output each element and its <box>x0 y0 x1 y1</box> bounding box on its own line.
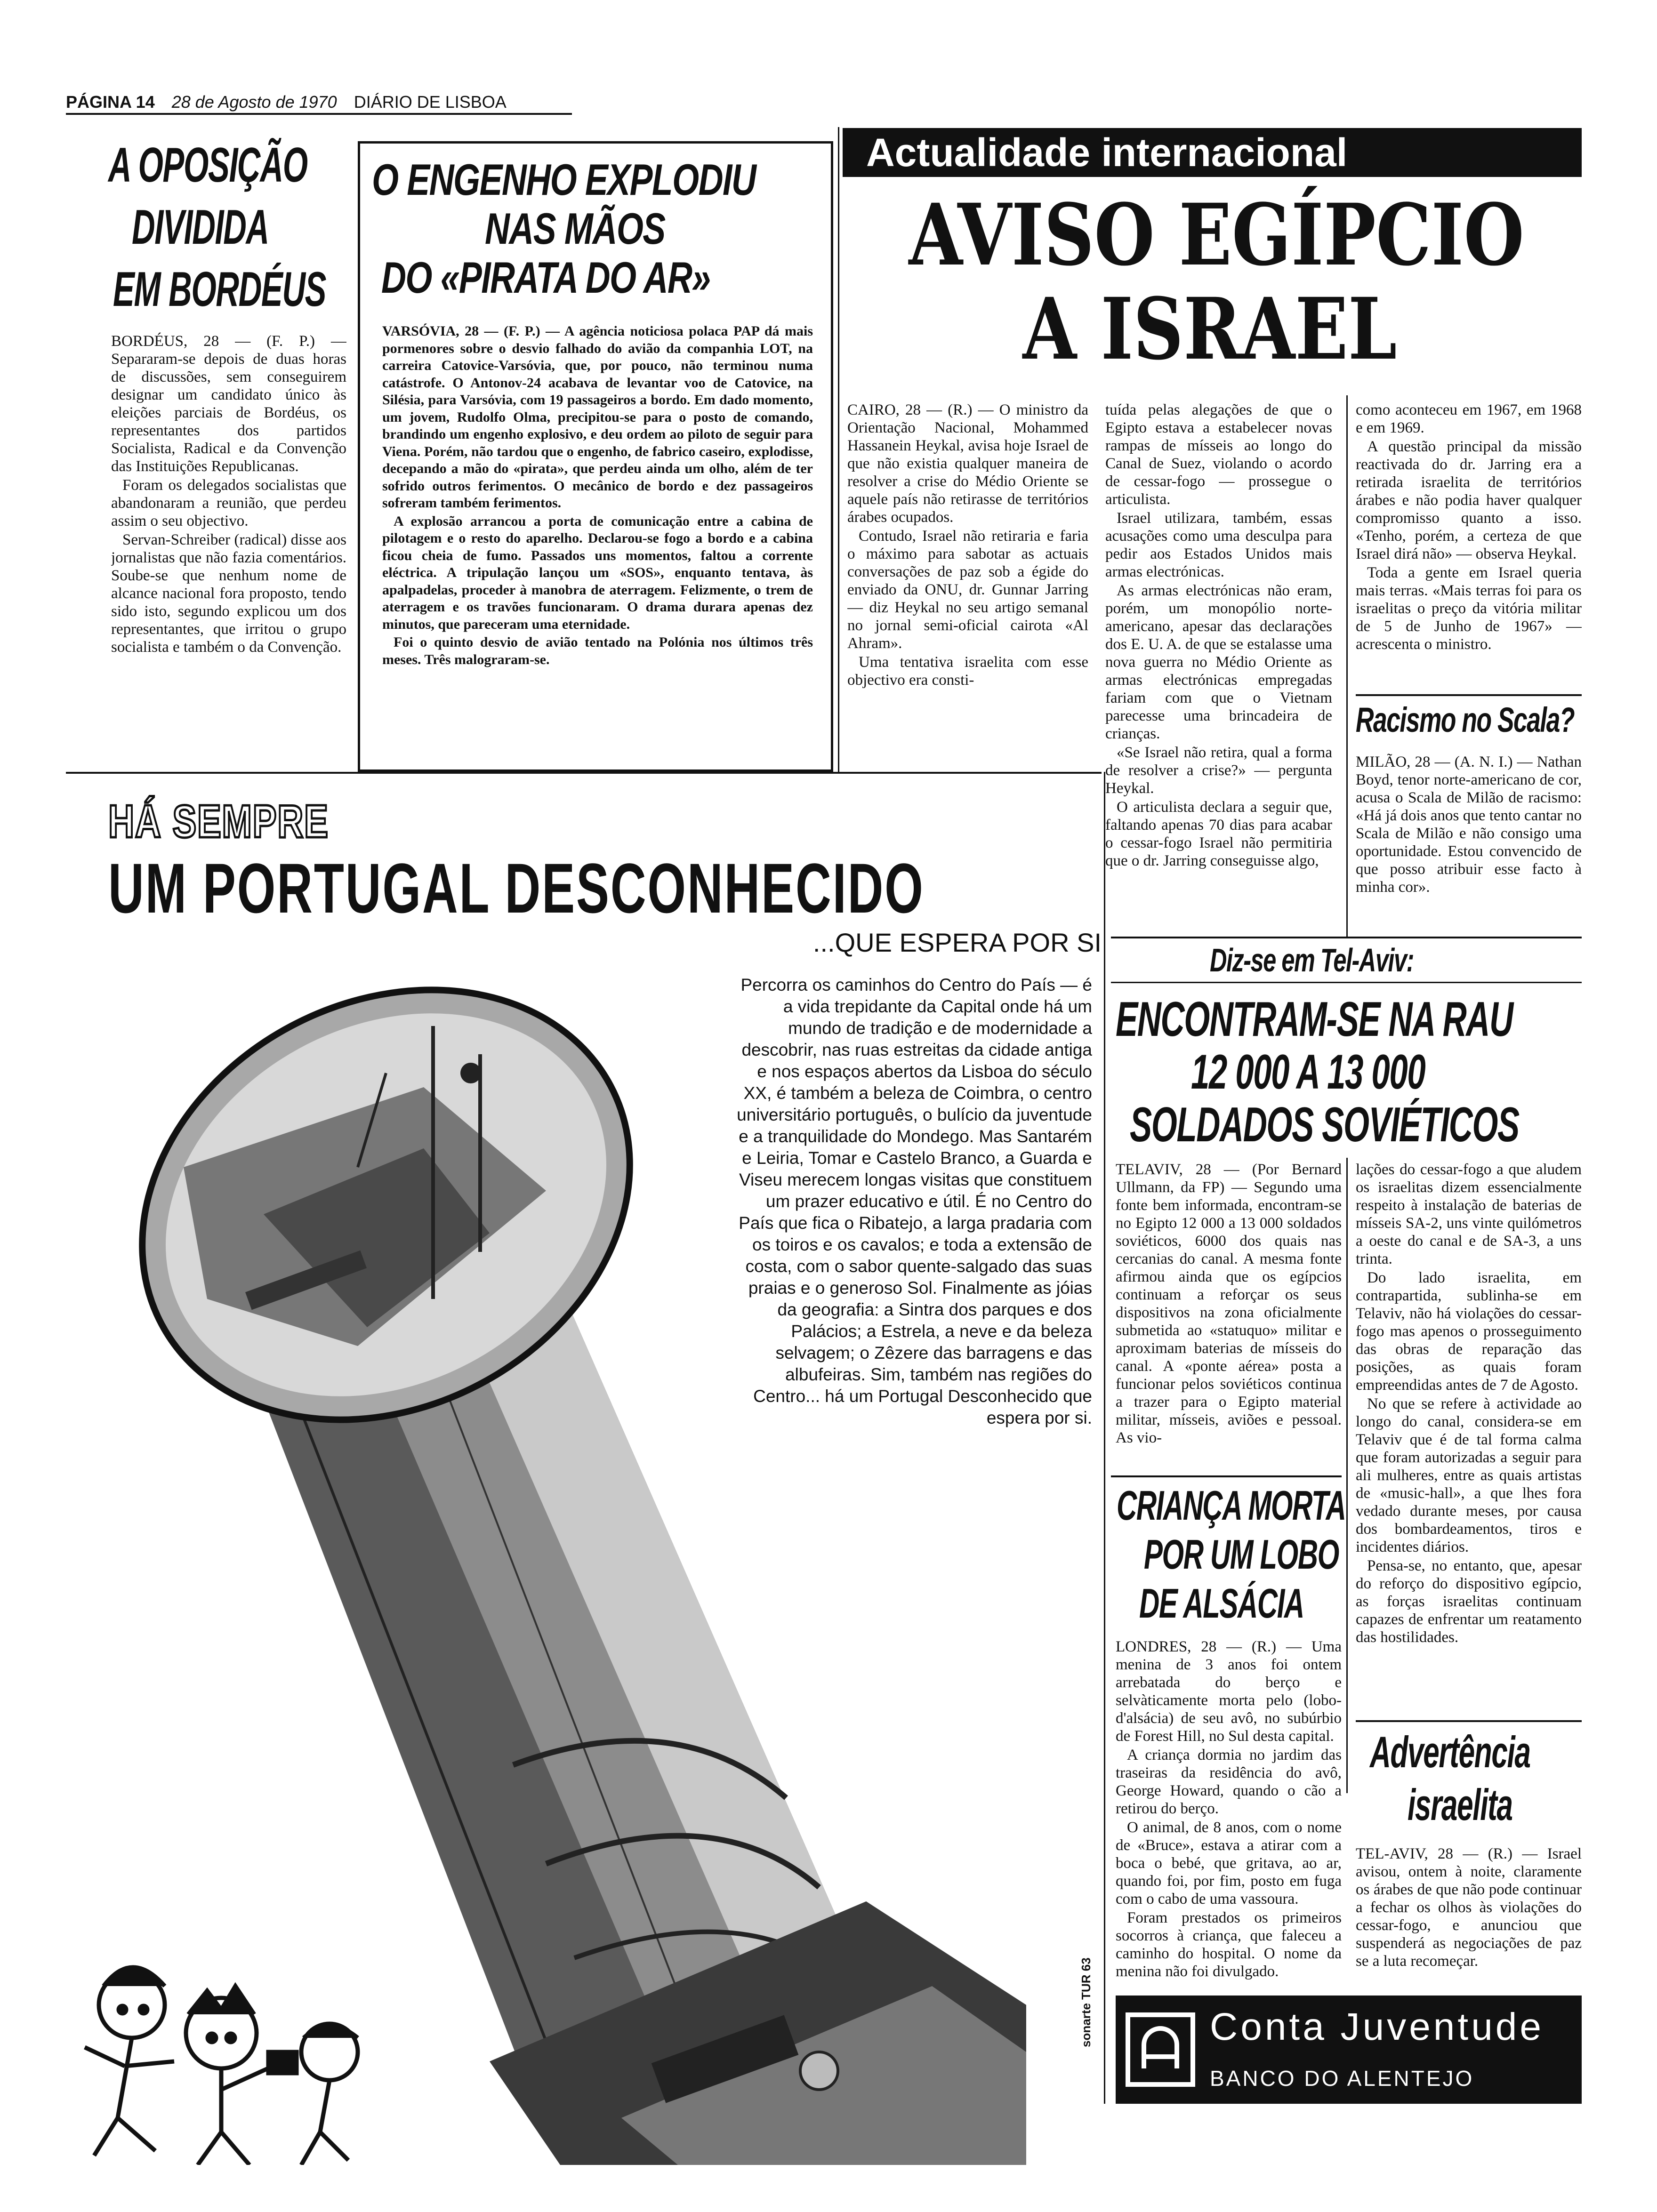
aviso-paragraph: Toda a gente em Israel queria mais terras. «Mais terras foi para os israelitas o preço da vitória militar de 5 de Junho de 1967» — acrescenta o ministro. <box>1356 564 1582 653</box>
section-rule <box>1356 694 1582 696</box>
advertencia-title-line: israelita <box>1408 1780 1512 1829</box>
aviso-paragraph: «Se Israel não retira, qual a forma de resolver a crise?» — pergunta Heykal. <box>1105 744 1332 797</box>
aviso-paragraph: Uma tentativa israelita com esse objectivo era consti- <box>847 654 1088 689</box>
ad-subtitle: ...QUE ESPERA POR SI <box>812 928 1102 957</box>
crianca-title-line: POR UM LOBO <box>1144 1531 1339 1578</box>
aviso-col2 <box>1105 401 1332 914</box>
telaviv-title-line: 12 000 A 13 000 <box>1191 1045 1425 1099</box>
crianca-title <box>1111 1482 1346 1638</box>
oposicao-body <box>111 332 346 756</box>
engenho-title-line: NAS MÃOS <box>485 204 665 253</box>
page-date: 28 de Agosto de 1970 <box>171 92 337 112</box>
bank-ad-title: Conta Juventude <box>1210 2005 1544 2048</box>
bank-ad <box>1116 1996 1582 2104</box>
telescope-illustration <box>66 970 1069 2165</box>
section-rule <box>1111 982 1582 983</box>
advertencia-title <box>1356 1727 1582 1835</box>
advertencia-title-line: Advertência <box>1370 1727 1530 1777</box>
section-rule <box>66 772 1102 774</box>
ad-title-line2-text: UM PORTUGAL DESCONHECIDO <box>108 853 925 923</box>
engenho-body <box>382 323 813 765</box>
telaviv-paragraph: lações do cessar-fogo a que aludem os israelitas dizem essencialmente respeito à instalação de baterias de mísseis SA-2, uns vinte quilómetros a oeste do canal e de SA-3, a uns trinta. <box>1356 1161 1582 1267</box>
telaviv-kicker <box>1111 941 1582 979</box>
aviso-paragraph: O articulista declara a seguir que, faltando apenas 70 dias para acabar o cessar-fogo Israel não permitiria que o dr. Jarring conseguisse algo, <box>1105 799 1332 869</box>
racismo-paragraph: MILÃO, 28 — (A. N. I.) — Nathan Boyd, tenor norte-americano de cor, acusa o Scala de Milão de racismo: «Há já dois anos que tento cantar no Scala de Milão e não consigo uma oportunidade. Estou convencido de que posso atribuir esse facto à minha cor». <box>1356 753 1582 896</box>
racismo-title <box>1356 701 1582 739</box>
ad-title-line1 <box>108 795 485 847</box>
column-rule <box>1104 772 1105 2104</box>
page-number: PÁGINA 14 <box>66 92 155 112</box>
engenho-title-line: O ENGENHO EXPLODIU <box>372 155 756 204</box>
aviso-paragraph: As armas electrónicas não eram, porém, um monopólio norte-americano, apesar das declarações dos E. U. A. de que se estalasse uma nova guerra no Médio Oriente as armas electrónicas empregadas fariam com que o Vietnam parecesse uma brincadeira de crianças. <box>1105 582 1332 742</box>
oposicao-title <box>66 136 348 325</box>
aviso-col1 <box>847 401 1088 763</box>
aviso-paragraph: Contudo, Israel não retiraria e faria o máximo para sabotar as actuais conversações de paz sob a égide do enviado da ONU, dr. Gunnar Jarring — diz Heykal no seu artigo semanal no jornal semi-oficial cairota «Al Ahram». <box>847 528 1088 652</box>
crianca-paragraph: A criança dormia no jardim das traseiras da residência do avô, George Howard, quando o cão a retirou do berço. <box>1116 1747 1342 1817</box>
racismo-body <box>1356 753 1582 932</box>
telaviv-paragraph: Do lado israelita, em contrapartida, sublinha-se em Telaviv, não há violações do cessar-fogo mas apenos o prosseguimento das obras de reparação das posições, as quais foram empreendidas antes de 7 de Agosto. <box>1356 1269 1582 1394</box>
engenho-paragraph: VARSÓVIA, 28 — (F. P.) — A agência noticiosa polaca PAP dá mais pormenores sobre o desvio falhado do avião da companhia LOT, na carreira Catovice-Varsóvia, que, por pouco, não terminou numa catástrofe. O Antonov-24 acabava de levantar voo de Catovice, na Silésia, para Varsóvia, com 19 passageiros a bordo. Em dado momento, um jovem, Rudolfo Olma, precipitou-se para o posto de comando, brandindo um engenho explosivo, e deu ordem ao piloto de seguir para Viena. Porém, não tardou que o engenho, de fabrico caseiro, explodisse, decepando a mão do «pirata», que perdeu ainda um olho, além de ter sofrido outros ferimentos. O mecânico de bordo e dez passageiros sofreram também ferimentos. <box>382 323 813 511</box>
engenho-title-line: DO «PIRATA DO AR» <box>381 253 710 302</box>
engenho-title <box>372 155 819 306</box>
crianca-paragraph: Foram prestados os primeiros socorros à criança, que faleceu a caminho do hospital. O nome da menina não foi divulgado. <box>1116 1909 1342 1980</box>
ad-title-line2-box <box>108 853 1087 923</box>
aviso-title <box>843 185 1577 386</box>
telaviv-title <box>1111 993 1582 1153</box>
ad-credit-text: sonarte TUR 63 <box>1079 1957 1093 2047</box>
column-rule <box>838 127 839 772</box>
aviso-paragraph: Israel utilizara, também, essas acusações como uma desculpa para pedir aos Estados Unidos mais armas electrónicas. <box>1105 510 1332 580</box>
oposicao-title-line: A OPOSIÇÃO <box>108 138 307 192</box>
section-banner-title: Actualidade internacional <box>866 130 1348 175</box>
crianca-title-line: DE ALSÁCIA <box>1139 1580 1304 1627</box>
bank-ad-bank-name: BANCO DO ALENTEJO <box>1210 2066 1474 2091</box>
aviso-paragraph: como aconteceu em 1967, em 1968 e em 1969. <box>1356 401 1582 436</box>
oposicao-paragraph: Servan-Schreiber (radical) disse aos jornalistas que não fazia comentários. Soube-se que nenhum nome de alcance nacional fora proposto, tendo sido isto, segundo explicou um dos representantes, que irritou o grupo socialista e também o da Convenção. <box>111 531 346 656</box>
ad-body-text: Percorra os caminhos do Centro do País — é a vida trepidante da Capital onde há um mundo de tradição e de modernidade a descobrir, nas ruas estreitas da cidade antiga e nos espaços abertos da Lisboa do século XX, é também a beleza de Coimbra, o centro universitário português, o bulício da juventude e a tranquilidade do Mondego. Mas Santarém e Leiria, Tomar e Castelo Branco, a Guarda e Viseu merecem longas visitas que constituem um prazer educativo e útil. É no Centro do País que fica o Ribatejo, a larga pradaria com os toiros e os cavalos; e toda a extensão de costa, com o sabor quente-salgado das suas praias e o generoso Sol. Finalmente as jóias da geografia: a Sintra dos parques e dos Palácios; a Estrela, a neve e da beleza selvagem; o Zêzere das barragens e das albufeiras. Sim, também nas regiões do Centro... há um Portugal Desconhecido que espera por si. <box>737 975 1092 1427</box>
oposicao-paragraph: BORDÉUS, 28 — (F. P.) — Separaram-se depois de duas horas de discussões, sem conseguirem designar um candidato único às eleições parciais de Bordéus, os representantes dos partidos Socialista, Radical e da Convenção das Instituições Republicanas. <box>111 333 346 475</box>
crianca-title-line: CRIANÇA MORTA <box>1117 1482 1346 1529</box>
aviso-col3 <box>1356 401 1582 688</box>
engenho-paragraph: A explosão arrancou a porta de comunicação entre a cabina de pilotagem e o resto do aparelho. Declarou-se fogo a bordo e a cabina ficou cheia de fumo. Passados uns momentos, faltou a corrente eléctrica. A tripulação lançou um «SOS», enquanto tentava, às apalpadelas, proceder à manobra de aterragem. Felizmente, o trem de aterragem e os travões funcionaram. O drama durara apenas dez minutos, que pareceram uma eternidade. <box>382 513 813 632</box>
telaviv-kicker-text: Diz-se em Tel-Aviv: <box>1210 942 1414 978</box>
oposicao-paragraph: Foram os delegados socialistas que abandonaram a reunião, que perdeu assim o seu objectivo. <box>111 477 346 529</box>
aviso-paragraph: tuída pelas alegações de que o Egipto estava a estabelecer novas rampas de mísseis ao longo do Canal de Suez, violando o acordo de cessar-fogo — prossegue o articulista. <box>1105 401 1332 508</box>
ad-title-line1-text: HÁ SEMPRE <box>108 795 329 847</box>
telaviv-col1 <box>1116 1161 1342 1467</box>
newspaper-name: DIÁRIO DE LISBOA <box>354 92 507 112</box>
engenho-paragraph: Foi o quinto desvio de avião tentado na Polónia nos últimos três meses. Três malograram-se. <box>382 634 813 667</box>
bank-logo-icon <box>1125 2012 1196 2087</box>
ad-credit <box>1076 1920 1098 2052</box>
header-rule <box>66 113 572 115</box>
column-rule <box>1346 395 1348 937</box>
oposicao-title-line: EM BORDÉUS <box>113 262 326 317</box>
racismo-title-text: Racismo no Scala? <box>1356 700 1575 739</box>
crianca-paragraph: O animal, de 8 anos, com o nome de «Bruce», estava a atirar com a boca o bebé, que gritava, ao ar, quando foi, por fim, posto em fuga com o cabo de uma vassoura. <box>1116 1819 1342 1907</box>
telaviv-paragraph: TELAVIV, 28 — (Por Bernard Ullmann, da FP) — Segundo uma fonte bem informada, encontram-se no Egipto 12 000 a 13 000 soldados soviéticos, 6000 dos quais nas cercanias do canal. A mesma fonte afirmou ainda que os egípcios continuam a reforçar os seus dispositivos na zona oficialmente submetida ao «statuquo» militar e aproximam baterias de mísseis do canal. A «ponte aérea» posta a funcionar pelos soviéticos continua a trazer para o Egipto material militar, mísseis, aviões e pessoal. As vio- <box>1116 1161 1342 1446</box>
advertencia-paragraph: TEL-AVIV, 28 — (R.) — Israel avisou, ontem à noite, claramente os árabes de que não pode continuar a fechar os olhos às violações do cessar-fogo, e anunciou que suspenderá as negociações de paz se a luta recomeçar. <box>1356 1845 1582 1970</box>
telaviv-title-line: SOLDADOS SOVIÉTICOS <box>1130 1098 1519 1152</box>
cartoon-characters <box>85 1967 358 2165</box>
page-header <box>66 92 537 114</box>
aviso-paragraph: A questão principal da missão reactivada do dr. Jarring era a retirada israelita de territórios árabes e não podia haver qualquer compromisso quanto a isso. «Tenho, porém, a certeza de que Israel dirá não» — observa Heykal. <box>1356 438 1582 562</box>
telaviv-paragraph: No que se refere à actividade ao longo do canal, considera-se em Telaviv que é de tal forma calma que foram autorizadas a seguir para ali mulheres, entre as quais artistas de «music-hall», a que lhes fora vedado durante meses, por causa dos bombardeamentos, tiros e incidentes diários. <box>1356 1395 1582 1555</box>
section-rule <box>1111 937 1582 938</box>
section-rule <box>1111 1475 1342 1477</box>
aviso-paragraph: CAIRO, 28 — (R.) — O ministro da Orientação Nacional, Mohammed Hassanein Heykal, avisa hoje Israel de que não existia qualquer maneira de resolver a crise do Médio Oriente se aquele país não retirasse de territórios árabes ocupados. <box>847 401 1088 526</box>
telaviv-paragraph: Pensa-se, no entanto, que, apesar do reforço do dispositivo egípcio, as forças israelitas continuam capazes de enfrentar um reatamento das hostilidades. <box>1356 1557 1582 1646</box>
column-rule <box>1346 1158 1348 1793</box>
section-rule <box>1356 1720 1582 1722</box>
aviso-title-line: AVISO EGÍPCIO <box>909 185 1524 285</box>
crianca-paragraph: LONDRES, 28 — (R.) — Uma menina de 3 anos foi ontem arrebatada do berço e selvàticamente morta pelo (lobo-d'alsácia) de seu avô, no subúrbio de Forest Hill, no Sul desta capital. <box>1116 1638 1342 1745</box>
oposicao-title-line: DIVIDIDA <box>132 200 269 255</box>
telaviv-title-line: ENCONTRAM-SE NA RAU <box>1116 992 1513 1047</box>
advertencia-body <box>1356 1845 1582 1981</box>
aviso-title-line: A ISRAEL <box>1022 280 1397 379</box>
telaviv-col2 <box>1356 1161 1582 1791</box>
